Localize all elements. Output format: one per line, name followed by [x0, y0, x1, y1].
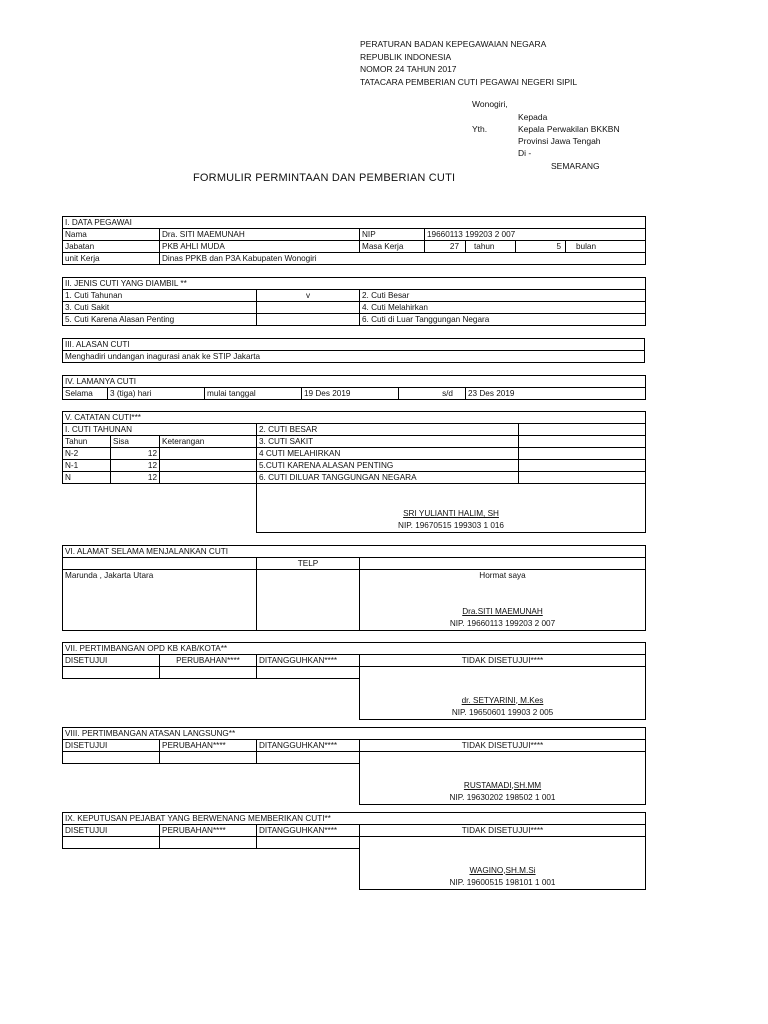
blank-area	[63, 484, 257, 533]
signature-block-opd	[360, 667, 646, 720]
tahun-cell: N-2	[63, 448, 111, 460]
cuti-besar-note	[519, 424, 646, 436]
tanggal-selesai-value: 23 Des 2019	[466, 388, 646, 400]
tanggal-mulai-value: 19 Des 2019	[302, 388, 399, 400]
blank-area	[63, 849, 360, 890]
sisa-cell: 12	[111, 460, 160, 472]
tahun-header: Tahun	[63, 436, 111, 448]
signer-name: WAGINO,SH.M.Si	[469, 865, 536, 875]
nama-label: Nama	[63, 229, 160, 241]
sisa-cell: 12	[111, 448, 160, 460]
ditangguhkan-header: DITANGGUHKAN****	[257, 740, 360, 752]
cuti-tahunan-header: I. CUTI TAHUNAN	[63, 424, 257, 436]
keterangan-cell	[160, 448, 257, 460]
alamat-spacer	[63, 558, 257, 570]
ditangguhkan-header: DITANGGUHKAN****	[257, 825, 360, 837]
signer-name: Dra.SITI MAEMUNAH	[462, 607, 543, 616]
cuti-melahirkan-option: 4. Cuti Melahirkan	[360, 302, 646, 314]
nip-value: 19660113 199203 2 007	[425, 229, 646, 241]
disetujui-cell	[63, 752, 160, 764]
signer-nip: NIP. 19670515 199303 1 016	[398, 521, 504, 530]
header-line-4: TATACARA PEMBERIAN CUTI PEGAWAI NEGERI SIPIL	[360, 76, 578, 87]
telp-spacer	[360, 558, 646, 570]
cuti-melahirkan-label: 4 CUTI MELAHIRKAN	[257, 448, 519, 460]
section-alamat-cuti	[62, 545, 646, 631]
masa-kerja-bulan: 5	[516, 241, 566, 253]
tahun-cell: N-1	[63, 460, 111, 472]
header-line-1: PERATURAN BADAN KEPEGAWAIAN NEGARA	[360, 39, 547, 49]
section-9-heading: IX. KEPUTUSAN PEJABAT YANG BERWENANG MEMBERIKAN CUTI**	[63, 813, 646, 825]
section-pertimbangan-opd	[62, 642, 646, 720]
jabatan-label: Jabatan	[63, 241, 160, 253]
section-alasan-cuti	[62, 338, 645, 363]
signature-block-pejabat	[360, 837, 646, 890]
unit-kerja-value: Dinas PPKB dan P3A Kabupaten Wonogiri	[160, 253, 646, 265]
section-2-heading: II. JENIS CUTI YANG DIAMBIL **	[63, 278, 646, 290]
section-8-heading: VIII. PERTIMBANGAN ATASAN LANGSUNG**	[63, 728, 646, 740]
cuti-besar-label: 2. CUTI BESAR	[257, 424, 519, 436]
header-line-3: NOMOR 24 TAHUN 2017	[360, 64, 457, 74]
signature-block-atasan	[360, 752, 646, 805]
ditangguhkan-cell	[257, 752, 360, 764]
signer-nip: NIP. 19600515 198101 1 001	[449, 877, 556, 887]
cuti-penting-label: 5.CUTI KARENA ALASAN PENTING	[257, 460, 519, 472]
signer-name: SRI YULIANTI HALIM, SH	[403, 509, 499, 518]
letter-recipient-2: Provinsi Jawa Tengah	[518, 136, 601, 146]
letter-place: Wonogiri,	[472, 99, 508, 109]
cuti-luar-note	[519, 472, 646, 484]
signer-nip: NIP. 19630202 198502 1 001	[449, 792, 556, 802]
cuti-sakit-note	[519, 436, 646, 448]
cuti-tahunan-option: 1. Cuti Tahunan	[63, 290, 257, 302]
tidak-disetujui-header: TIDAK DISETUJUI****	[360, 655, 646, 667]
perubahan-cell	[160, 837, 257, 849]
tahun-cell: N	[63, 472, 111, 484]
section-catatan-cuti	[62, 411, 646, 533]
letter-di: Di -	[518, 148, 532, 158]
bulan-label: bulan	[566, 241, 646, 253]
perubahan-header: PERUBAHAN****	[160, 655, 257, 667]
perubahan-cell	[160, 752, 257, 764]
cuti-besar-option: 2. Cuti Besar	[360, 290, 646, 302]
telp-label: TELP	[257, 558, 360, 570]
cuti-penting-mark	[257, 314, 360, 326]
signer-name: RUSTAMADI,SH.MM	[463, 780, 542, 790]
cuti-luar-option: 6. Cuti di Luar Tanggungan Negara	[360, 314, 646, 326]
cuti-melahirkan-note	[519, 448, 646, 460]
ditangguhkan-cell	[257, 837, 360, 849]
masa-kerja-tahun: 27	[425, 241, 466, 253]
signer-name: dr. SETYARINI, M.Kes	[461, 695, 544, 705]
signature-block-pemohon	[360, 570, 646, 631]
perubahan-header: PERUBAHAN****	[160, 740, 257, 752]
signer-nip: NIP. 19660113 199203 2 007	[449, 619, 556, 628]
masa-kerja-label: Masa Kerja	[360, 241, 425, 253]
perubahan-cell	[160, 667, 257, 679]
tidak-disetujui-header: TIDAK DISETUJUI****	[360, 825, 646, 837]
header-line-2: REPUBLIK INDONESIA	[360, 51, 452, 62]
disetujui-header: DISETUJUI	[63, 655, 160, 667]
cuti-sakit-label: 3. CUTI SAKIT	[257, 436, 519, 448]
section-lamanya-cuti	[62, 375, 646, 400]
tidak-disetujui-header: TIDAK DISETUJUI****	[360, 740, 646, 752]
section-6-heading: VI. ALAMAT SELAMA MENJALANKAN CUTI	[63, 546, 646, 558]
section-3-heading: III. ALASAN CUTI	[63, 339, 645, 351]
alamat-value: Marunda , Jakarta Utara	[63, 570, 257, 631]
regulation-header	[360, 38, 577, 88]
sd-label: s/d	[399, 388, 466, 400]
signer-nip: NIP. 19650601 19903 2 005	[451, 707, 554, 717]
keterangan-header: Keterangan	[160, 436, 257, 448]
unit-kerja-label: unit Kerja	[63, 253, 160, 265]
blank-area	[63, 764, 360, 805]
alasan-text: Menghadiri undangan inagurasi anak ke STIP Jakarta	[63, 351, 645, 363]
blank-area	[63, 679, 360, 720]
disetujui-header: DISETUJUI	[63, 825, 160, 837]
form-title: FORMULIR PERMINTAAN DAN PEMBERIAN CUTI	[193, 172, 456, 184]
cuti-luar-label: 6. CUTI DILUAR TANGGUNGAN NEGARA	[257, 472, 519, 484]
letter-kepada: Kepada	[518, 112, 548, 122]
disetujui-cell	[63, 837, 160, 849]
disetujui-cell	[63, 667, 160, 679]
nama-value: Dra. SITI MAEMUNAH	[160, 229, 360, 241]
cuti-penting-option: 5. Cuti Karena Alasan Penting	[63, 314, 257, 326]
perubahan-header: PERUBAHAN****	[160, 825, 257, 837]
sisa-cell: 12	[111, 472, 160, 484]
cuti-penting-note	[519, 460, 646, 472]
cuti-tahunan-checkmark: v	[257, 290, 360, 302]
nip-label: NIP	[360, 229, 425, 241]
keterangan-cell	[160, 472, 257, 484]
cuti-sakit-mark	[257, 302, 360, 314]
signature-block-catatan	[257, 484, 646, 533]
section-data-pegawai	[62, 216, 646, 265]
cuti-sakit-option: 3. Cuti Sakit	[63, 302, 257, 314]
mulai-tanggal-label: mulai tanggal	[205, 388, 302, 400]
sisa-header: Sisa	[111, 436, 160, 448]
letter-recipient-1: Kepala Perwakilan BKKBN	[518, 124, 620, 134]
ditangguhkan-header: DITANGGUHKAN****	[257, 655, 360, 667]
section-1-heading: I. DATA PEGAWAI	[63, 217, 646, 229]
telp-value	[257, 570, 360, 631]
selama-label: Selama	[63, 388, 108, 400]
lama-cuti-value: 3 (tiga) hari	[108, 388, 205, 400]
jabatan-value: PKB AHLI MUDA	[160, 241, 360, 253]
section-4-heading: IV. LAMANYA CUTI	[63, 376, 646, 388]
section-5-heading: V. CATATAN CUTI***	[63, 412, 646, 424]
keterangan-cell	[160, 460, 257, 472]
letter-yth: Yth.	[472, 124, 488, 134]
letter-city: SEMARANG	[551, 161, 600, 171]
tahun-label: tahun	[466, 241, 516, 253]
section-keputusan-pejabat	[62, 812, 646, 890]
disetujui-header: DISETUJUI	[63, 740, 160, 752]
ditangguhkan-cell	[257, 667, 360, 679]
section-pertimbangan-atasan	[62, 727, 646, 805]
hormat-saya: Hormat saya	[479, 571, 526, 580]
section-7-heading: VII. PERTIMBANGAN OPD KB KAB/KOTA**	[63, 643, 646, 655]
section-jenis-cuti	[62, 277, 646, 326]
